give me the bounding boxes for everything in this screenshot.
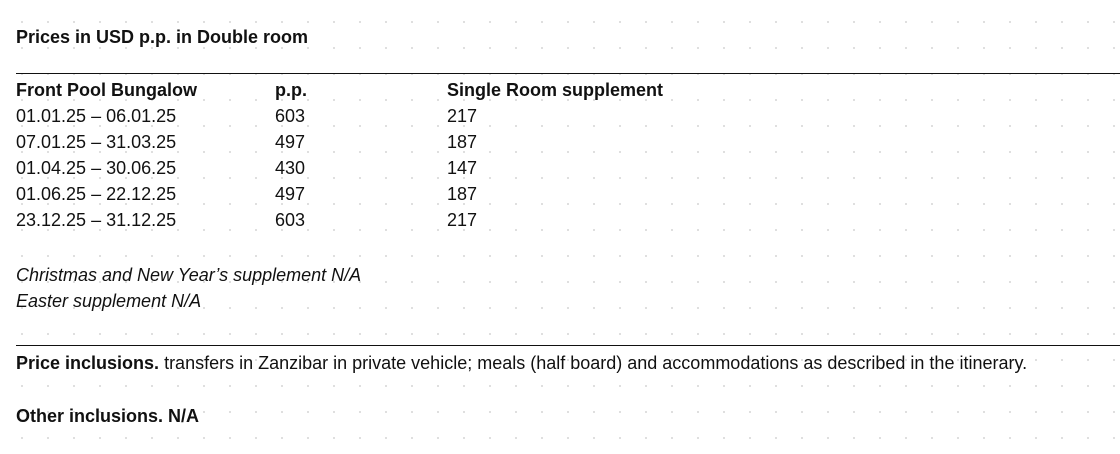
price-cell: 603 bbox=[275, 106, 306, 126]
period-cell: 07.01.25 – 31.03.25 bbox=[16, 132, 177, 152]
price-cell: 603 bbox=[275, 210, 306, 230]
period-cell: 23.12.25 – 31.12.25 bbox=[16, 210, 177, 230]
supplement-cell: 187 bbox=[447, 184, 478, 204]
table-row bbox=[16, 207, 747, 233]
price-cell: 497 bbox=[275, 184, 306, 204]
supplement-cell: 187 bbox=[447, 132, 478, 152]
christmas-supplement-note: Christmas and New Year’s supplement N/A bbox=[16, 265, 362, 285]
easter-supplement-note: Easter supplement N/A bbox=[16, 291, 202, 311]
section-divider bbox=[16, 345, 1120, 346]
other-inclusions-label: Other inclusions. N/A bbox=[16, 406, 200, 426]
supplement-cell: 217 bbox=[447, 106, 478, 126]
period-cell: 01.01.25 – 06.01.25 bbox=[16, 106, 177, 126]
supplement-cell: 217 bbox=[447, 210, 478, 230]
price-inclusions-text: transfers in Zanzibar in private vehicle; meals (half board) and accommodations as described in the itinerary. bbox=[159, 353, 1028, 373]
price-cell: 497 bbox=[275, 132, 306, 152]
table-row bbox=[16, 129, 747, 155]
price-inclusions-label: Price inclusions. bbox=[16, 353, 160, 373]
column-header-room-type: Front Pool Bungalow bbox=[16, 80, 197, 100]
column-header-per-person: p.p. bbox=[275, 80, 307, 100]
table-row bbox=[16, 181, 747, 207]
table-row bbox=[16, 155, 747, 181]
period-cell: 01.06.25 – 22.12.25 bbox=[16, 184, 177, 204]
price-inclusions-paragraph bbox=[16, 350, 1027, 376]
price-table bbox=[16, 77, 747, 233]
section-divider bbox=[16, 73, 1120, 74]
price-cell: 430 bbox=[275, 158, 306, 178]
document-page bbox=[16, 0, 1120, 454]
page-title: Prices in USD p.p. in Double room bbox=[16, 27, 309, 47]
table-row bbox=[16, 103, 747, 129]
column-header-single-supplement: Single Room supplement bbox=[447, 80, 664, 100]
table-header-row bbox=[16, 77, 747, 103]
supplement-cell: 147 bbox=[447, 158, 478, 178]
period-cell: 01.04.25 – 30.06.25 bbox=[16, 158, 177, 178]
